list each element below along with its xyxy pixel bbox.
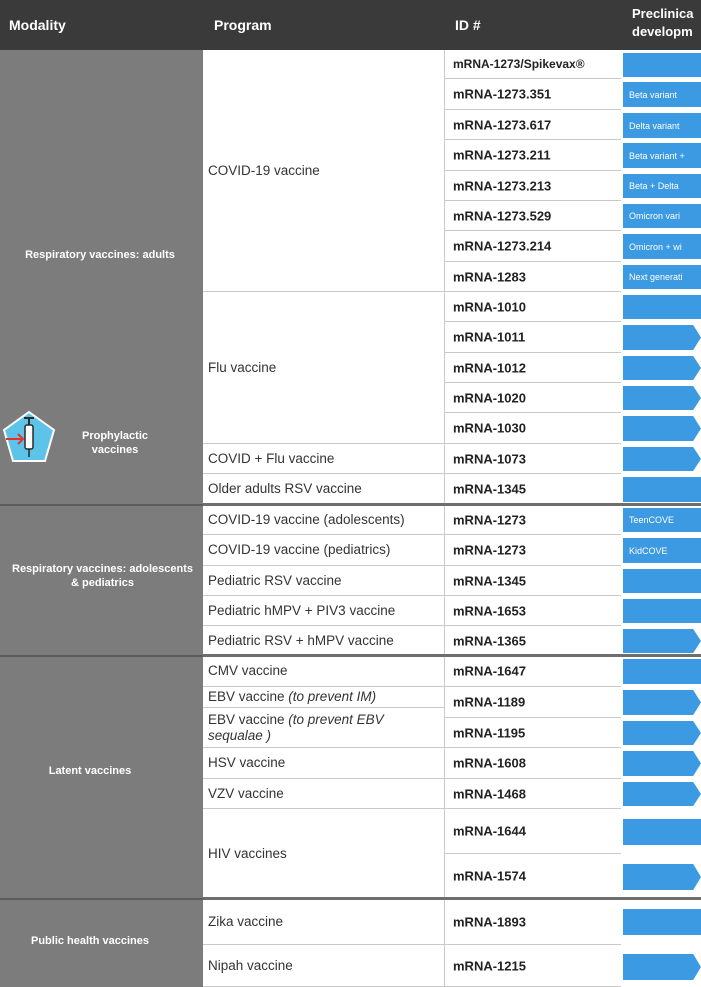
id-cell [445,718,621,748]
id-cell [445,444,621,474]
bar-label: Beta + Delta [629,181,679,191]
program-label: COVID + Flu vaccine [208,450,335,466]
program-label: CMV vaccine [208,663,288,678]
progress-bar [623,53,701,77]
progress-arrow [623,782,701,806]
program-cell [203,708,445,748]
program-cell [203,656,445,687]
id-label: mRNA-1273 [453,542,526,558]
id-label: mRNA-1893 [453,914,526,929]
progress-bar [623,204,701,228]
program-cell [203,899,445,945]
id-label: mRNA-1073 [453,451,526,466]
progress-bar [623,508,701,532]
progress-bar [623,819,701,845]
id-label: mRNA-1030 [453,420,526,436]
id-label: mRNA-1012 [453,360,526,375]
id-cell [445,899,621,945]
id-label: mRNA-1608 [453,755,526,771]
progress-bar [623,599,701,623]
progress-bar [623,659,701,684]
bar-label: Omicron vari [629,211,681,221]
id-label: mRNA-1273.213 [453,178,552,193]
progress-bar [623,477,701,502]
bar-label: Next generati [629,272,683,282]
program-label: Flu vaccine [208,359,277,375]
progress-arrow [623,721,701,745]
modality-respiratory-adolescents: Respiratory vaccines: adolescents & pediatrics [12,563,193,589]
id-label: mRNA-1189 [453,694,526,710]
program-cell [203,809,445,899]
id-label: mRNA-1273.529 [453,208,552,223]
progress-bar [623,295,701,319]
program-label: HIV vaccines [208,845,287,861]
bar-label: Beta variant + [629,150,685,161]
program-label-note: (to prevent EBV sequalae ) [208,711,384,743]
id-cell [445,140,621,171]
id-cell [445,809,621,854]
id-cell [445,854,621,899]
id-cell [445,779,621,809]
program-label [208,689,440,705]
program-label: Nipah vaccine [208,957,293,973]
id-cell [445,535,621,566]
program-label: HSV vaccine [208,755,286,770]
program-label: VZV vaccine [208,785,284,801]
progress-arrow [623,325,701,350]
group-separator [203,897,701,900]
id-label: mRNA-1647 [453,663,526,679]
id-cell [445,505,621,535]
id-label: mRNA-1644 [453,823,526,839]
progress-arrow [623,864,701,890]
progress-bar [623,113,701,138]
id-cell [445,110,621,140]
header-program: Program [214,17,272,33]
program-label: COVID-19 vaccine (adolescents) [208,511,405,527]
bar-label: Delta variant [629,120,680,131]
id-label: mRNA-1020 [453,390,526,405]
program-cell [203,779,445,809]
id-cell [445,566,621,596]
group-separator [203,503,701,506]
program-cell [203,444,445,474]
progress-bar [623,234,701,259]
program-cell [203,945,445,987]
modality-respiratory-adults: Respiratory vaccines: adults [25,249,175,261]
id-label: mRNA-1468 [453,786,526,801]
progress-arrow [623,629,701,653]
program-cell [203,50,445,292]
header-development: developm [632,24,693,39]
progress-arrow [623,386,701,410]
id-cell [445,687,621,718]
modality-public-health: Public health vaccines [31,935,149,947]
progress-arrow [623,416,701,441]
id-label: mRNA-1345 [453,573,526,588]
header-id: ID # [455,17,481,33]
id-cell [445,79,621,110]
table-header [0,0,701,50]
program-label: COVID-19 vaccine (pediatrics) [208,542,391,557]
modality-divider [0,504,203,506]
program-label: COVID-19 vaccine [208,162,320,178]
id-cell [445,626,621,656]
program-label: Pediatric RSV + hMPV vaccine [208,632,394,648]
id-label: mRNA-1273.214 [453,238,552,254]
id-label: mRNA-1215 [453,958,526,973]
program-label-main: EBV vaccine [208,689,289,704]
modality-column [0,50,203,987]
id-label: mRNA-1010 [453,299,526,314]
modality-latent: Latent vaccines [48,765,132,777]
id-cell [445,231,621,262]
program-cell [203,474,445,505]
id-label: mRNA-1273/Spikevax® [453,57,585,71]
header-preclinical: Preclinica [632,6,694,21]
id-label: mRNA-1273.211 [453,147,551,163]
program-label: Older adults RSV vaccine [208,481,362,496]
program-cell [203,687,445,708]
progress-arrow [623,447,701,471]
program-label-note: (to prevent IM) [288,689,377,704]
program-label [208,712,440,744]
id-label: mRNA-1283 [453,269,526,284]
id-label: mRNA-1273.351 [453,86,552,102]
id-cell [445,748,621,779]
progress-arrow [623,690,701,715]
progress-arrow [623,751,701,776]
progress-arrow [623,954,701,980]
program-cell [203,505,445,535]
program-cell [203,626,445,656]
header-modality: Modality [9,17,66,33]
progress-bar [623,569,701,593]
progress-bar [623,143,701,168]
id-cell [445,656,621,687]
id-label: mRNA-1365 [453,633,526,648]
program-label-main: EBV vaccine [208,711,289,727]
id-label: mRNA-1653 [453,603,526,618]
progress-bar [623,538,701,563]
id-cell [445,353,621,383]
id-cell [445,322,621,353]
progress-arrow [623,356,701,380]
id-cell [445,474,621,505]
id-label: mRNA-1011 [453,329,526,345]
progress-bar [623,174,701,198]
program-label: Zika vaccine [208,913,284,929]
modality-prophylactic: Prophylactic vaccines [81,430,149,456]
id-cell [445,383,621,413]
bar-label: TeenCOVE [629,515,675,525]
modality-divider [0,655,203,657]
id-cell [445,292,621,322]
program-label: Pediatric hMPV + PIV3 vaccine [208,602,396,618]
id-cell [445,945,621,987]
id-cell [445,50,621,79]
program-cell [203,292,445,444]
bar-label: Beta variant [629,89,678,100]
bar-label: KidCOVE [629,545,668,556]
id-label: mRNA-1345 [453,481,526,497]
modality-divider [0,898,203,900]
progress-bar [623,265,701,289]
progress-bar [623,909,701,935]
id-cell [445,262,621,292]
id-cell [445,201,621,231]
program-label: Pediatric RSV vaccine [208,572,342,588]
id-label: mRNA-1574 [453,868,526,884]
id-label: mRNA-1273 [453,512,526,527]
bar-label: Omicron + wi [629,241,682,252]
group-separator [203,654,701,657]
program-cell [203,748,445,779]
id-cell [445,596,621,626]
id-cell [445,171,621,201]
progress-bar [623,82,701,107]
syringe-pentagon-icon [2,410,56,464]
program-cell [203,596,445,626]
program-cell [203,535,445,566]
id-label: mRNA-1273.617 [453,117,552,132]
id-label: mRNA-1195 [453,725,526,740]
program-cell [203,566,445,596]
id-cell [445,413,621,444]
